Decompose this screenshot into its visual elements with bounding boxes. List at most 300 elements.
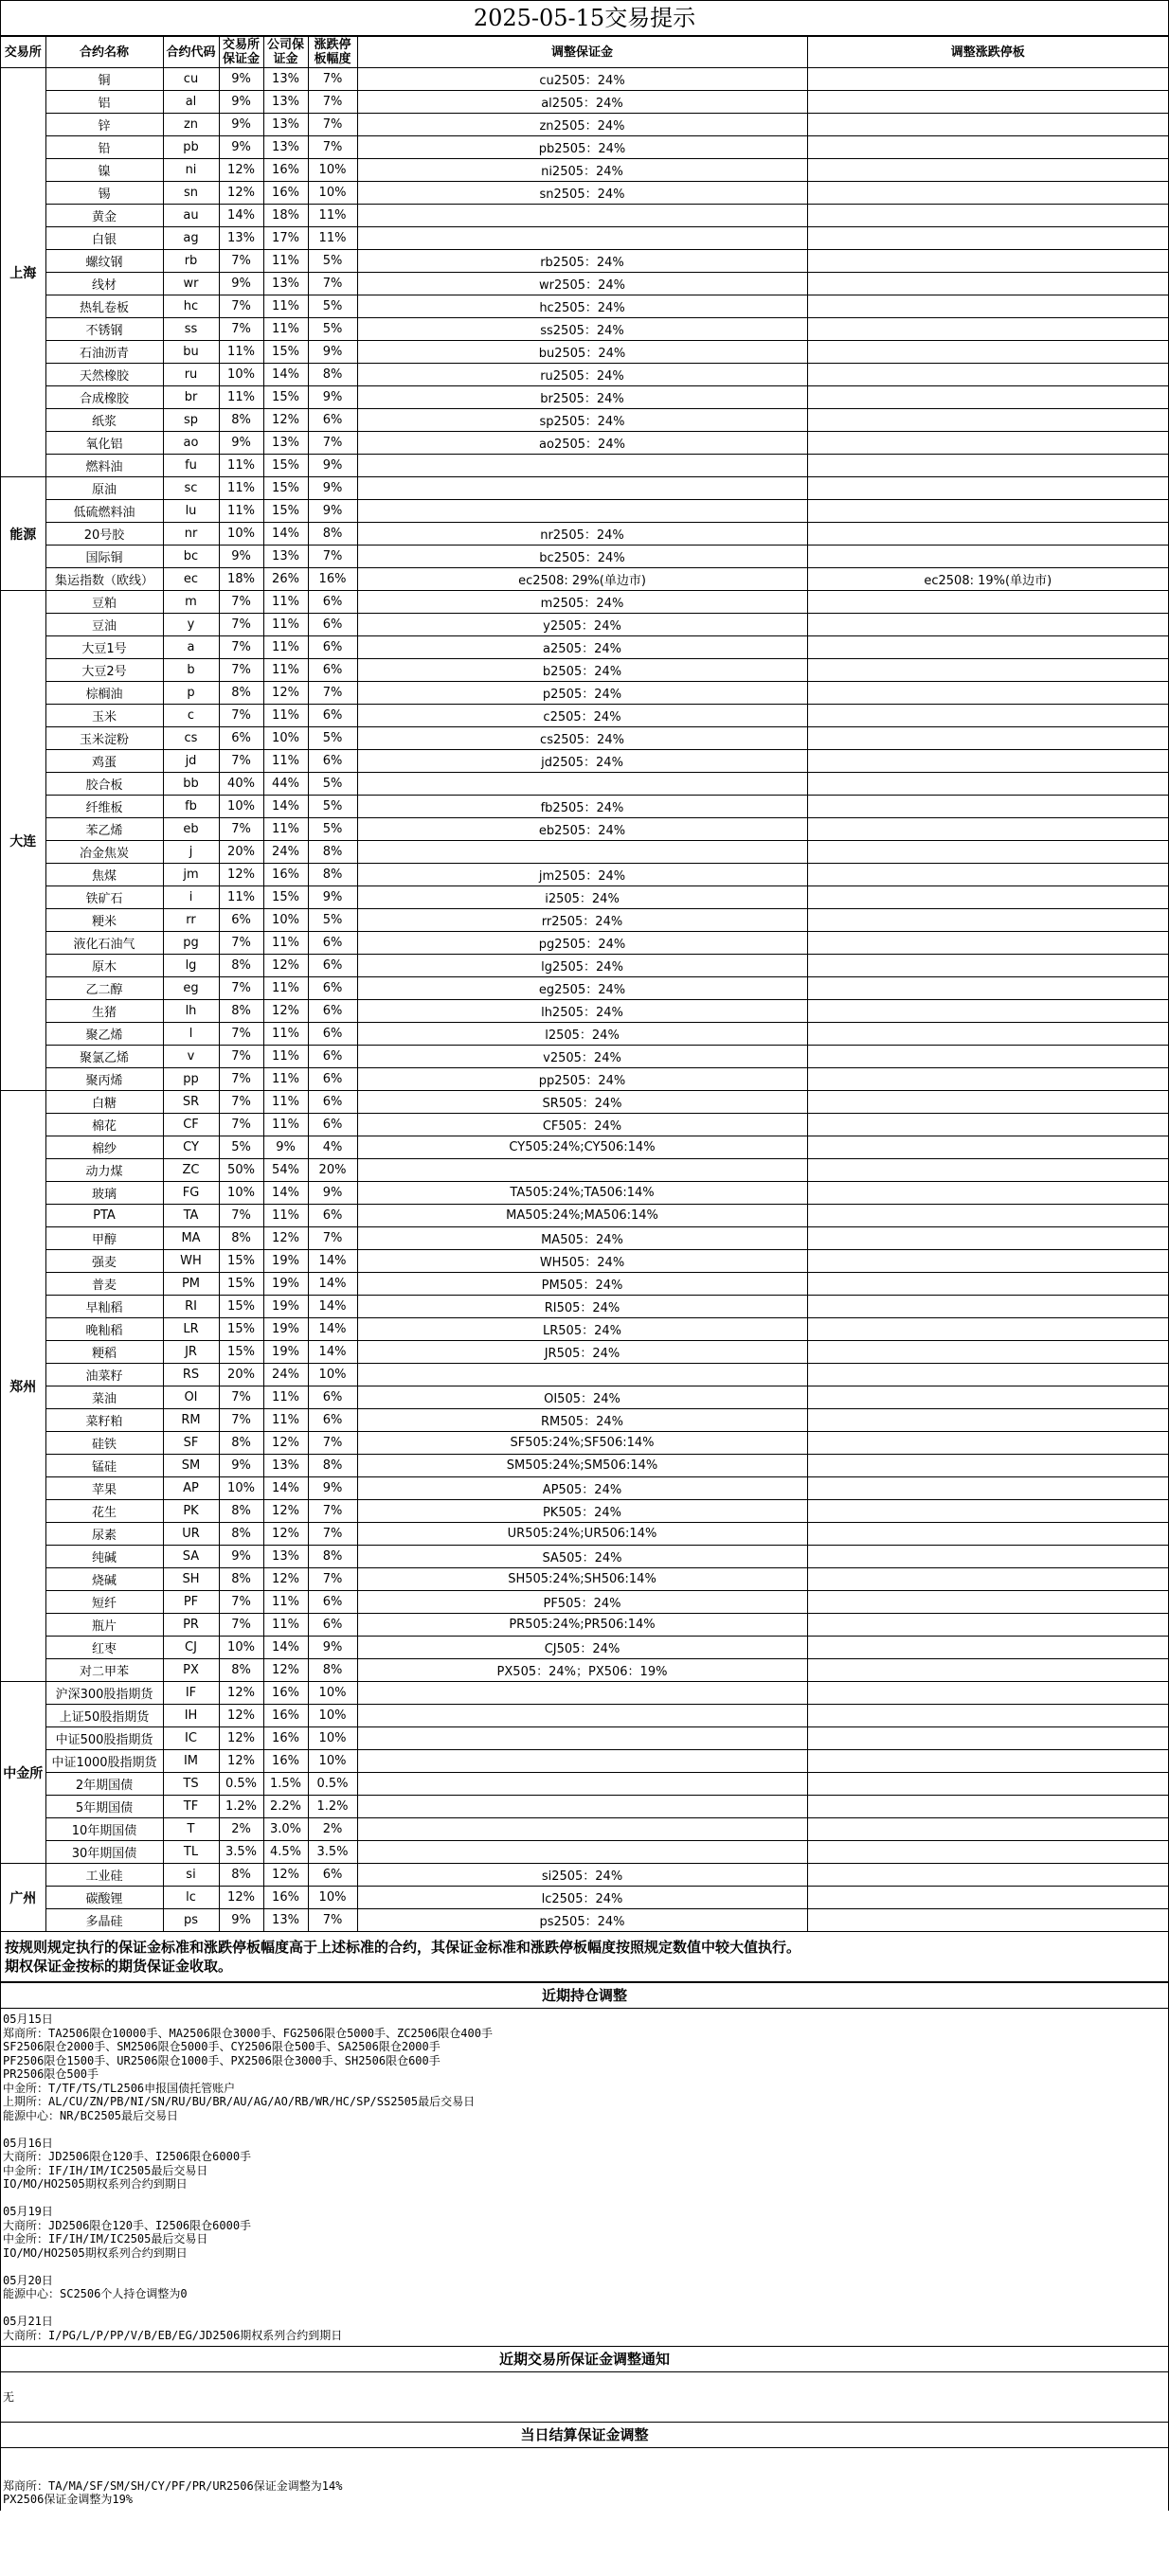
price-limit-cell: 8% <box>308 1455 357 1477</box>
exchange-margin-cell: 12% <box>219 1705 263 1727</box>
exchange-margin-cell: 12% <box>219 1682 263 1705</box>
price-limit-cell: 6% <box>308 636 357 659</box>
table-row <box>1 773 1168 796</box>
table-row <box>1 523 1168 546</box>
contract-code-cell: pp <box>163 1068 219 1091</box>
price-limit-cell: 9% <box>308 455 357 477</box>
adjusted-limit-cell <box>807 432 1168 455</box>
contract-name-cell: 聚丙烯 <box>45 1068 163 1091</box>
adjusted-limit-cell <box>807 1864 1168 1887</box>
contract-name-cell: PTA <box>45 1205 163 1227</box>
exchange-margin-cell: 18% <box>219 568 263 591</box>
price-limit-cell: 9% <box>308 386 357 409</box>
adjusted-limit-cell <box>807 1273 1168 1296</box>
adjusted-limit-cell <box>807 796 1168 818</box>
adjusted-margin-cell <box>357 205 807 227</box>
exchange-margin-cell: 10% <box>219 523 263 546</box>
adjusted-margin-cell: b2505：24% <box>357 659 807 682</box>
exchange-margin-cell: 8% <box>219 1568 263 1591</box>
contract-code-cell: CY <box>163 1136 219 1159</box>
contract-name-cell: 沪深300股指期货 <box>45 1682 163 1705</box>
price-limit-cell: 7% <box>308 1500 357 1523</box>
adjusted-limit-cell <box>807 1000 1168 1023</box>
exchange-margin-cell: 7% <box>219 1614 263 1637</box>
table-row <box>1 1682 1168 1705</box>
table-row <box>1 1887 1168 1909</box>
adjusted-margin-cell: PR505:24%;PR506:14% <box>357 1614 807 1637</box>
table-row <box>1 1523 1168 1546</box>
exchange-margin-cell: 13% <box>219 227 263 250</box>
adjusted-margin-cell: cs2505：24% <box>357 727 807 750</box>
price-limit-cell: 5% <box>308 773 357 796</box>
price-limit-cell: 9% <box>308 341 357 364</box>
contract-name-cell: 白银 <box>45 227 163 250</box>
price-limit-cell: 4% <box>308 1136 357 1159</box>
contract-name-cell: 大豆1号 <box>45 636 163 659</box>
section-line: 上期所：AL/CU/ZN/PB/NI/SN/RU/BU/BR/AU/AG/AO/RB/WR/HC/SP/SS2505最后交易日 <box>3 2095 476 2108</box>
exchange-margin-cell: 8% <box>219 1523 263 1546</box>
exchange-margin-cell: 7% <box>219 1205 263 1227</box>
company-margin-cell: 15% <box>263 477 308 500</box>
adjusted-margin-cell: UR505:24%;UR506:14% <box>357 1523 807 1546</box>
adjusted-limit-cell <box>807 955 1168 977</box>
contract-name-cell: 镍 <box>45 159 163 182</box>
company-margin-cell: 19% <box>263 1250 308 1273</box>
company-margin-cell: 11% <box>263 1614 308 1637</box>
price-limit-cell: 7% <box>308 1523 357 1546</box>
price-limit-cell: 6% <box>308 1068 357 1091</box>
contract-code-cell: jd <box>163 750 219 773</box>
adjusted-limit-cell <box>807 1432 1168 1455</box>
contract-name-cell: 大豆2号 <box>45 659 163 682</box>
section-line: PF2506限仓1500手、UR2506限仓1000手、PX2506限仓3000手、SH2506限仓600手 <box>3 2053 441 2067</box>
adjusted-limit-cell <box>807 1841 1168 1864</box>
section-line <box>3 2376 1166 2390</box>
adjusted-margin-cell: p2505：24% <box>357 682 807 705</box>
exchange-margin-cell: 15% <box>219 1318 263 1341</box>
price-limit-cell: 9% <box>308 1637 357 1659</box>
adjusted-margin-cell <box>357 1818 807 1841</box>
contract-code-cell: RI <box>163 1296 219 1318</box>
adjusted-margin-cell: OI505：24% <box>357 1386 807 1409</box>
company-margin-cell: 15% <box>263 386 308 409</box>
contract-name-cell: 铅 <box>45 136 163 159</box>
price-limit-cell: 0.5% <box>308 1773 357 1796</box>
exchange-margin-cell: 7% <box>219 1091 263 1114</box>
adjusted-limit-cell <box>807 1068 1168 1091</box>
table-row <box>1 1432 1168 1455</box>
table-row <box>1 750 1168 773</box>
table-row <box>1 455 1168 477</box>
contract-code-cell: bu <box>163 341 219 364</box>
table-row <box>1 796 1168 818</box>
exchange-margin-cell: 9% <box>219 1455 263 1477</box>
contract-code-cell: IF <box>163 1682 219 1705</box>
contract-name-cell: 纸浆 <box>45 409 163 432</box>
contract-code-cell: lg <box>163 955 219 977</box>
price-limit-cell: 10% <box>308 1750 357 1773</box>
contract-code-cell: ru <box>163 364 219 386</box>
contract-code-cell: al <box>163 91 219 114</box>
table-header-row <box>1 37 1168 68</box>
contract-name-cell: 苯乙烯 <box>45 818 163 841</box>
company-margin-cell: 10% <box>263 727 308 750</box>
exchange-margin-cell: 7% <box>219 750 263 773</box>
contract-code-cell: si <box>163 1864 219 1887</box>
adjusted-limit-cell <box>807 91 1168 114</box>
adjusted-limit-cell <box>807 864 1168 886</box>
contract-name-cell: 强麦 <box>45 1250 163 1273</box>
contract-code-cell: SR <box>163 1091 219 1114</box>
exchange-margin-cell: 7% <box>219 1409 263 1432</box>
contract-code-cell: FG <box>163 1182 219 1205</box>
contract-code-cell: WH <box>163 1250 219 1273</box>
adjusted-margin-cell: MA505:24%;MA506:14% <box>357 1205 807 1227</box>
price-limit-cell: 9% <box>308 477 357 500</box>
company-margin-cell: 16% <box>263 159 308 182</box>
contract-code-cell: i <box>163 886 219 909</box>
adjusted-limit-cell <box>807 477 1168 500</box>
contract-code-cell: zn <box>163 114 219 136</box>
table-row <box>1 477 1168 500</box>
contract-name-cell: 20号胶 <box>45 523 163 546</box>
section-line: 无 <box>3 2389 15 2404</box>
price-limit-cell: 6% <box>308 932 357 955</box>
contract-name-cell: 铁矿石 <box>45 886 163 909</box>
company-margin-cell: 16% <box>263 182 308 205</box>
company-margin-cell: 16% <box>263 1887 308 1909</box>
table-row <box>1 1318 1168 1341</box>
adjusted-margin-cell <box>357 477 807 500</box>
company-margin-cell: 24% <box>263 841 308 864</box>
table-row <box>1 1000 1168 1023</box>
contract-name-cell: 黄金 <box>45 205 163 227</box>
table-row <box>1 386 1168 409</box>
exchange-margin-cell: 7% <box>219 1046 263 1068</box>
contract-code-cell: sp <box>163 409 219 432</box>
section-line: 大商所：I/PG/L/P/PP/V/B/EB/EG/JD2506期权系列合约到期日 <box>3 2328 343 2342</box>
contract-name-cell: 燃料油 <box>45 455 163 477</box>
price-limit-cell: 14% <box>308 1318 357 1341</box>
section-body <box>1 2372 1168 2422</box>
contract-name-cell: 螺纹钢 <box>45 250 163 273</box>
adjusted-limit-cell <box>807 886 1168 909</box>
column-header: 交易所 <box>1 37 45 68</box>
adjusted-limit-cell <box>807 1091 1168 1114</box>
adjusted-limit-cell <box>807 773 1168 796</box>
price-limit-cell: 6% <box>308 614 357 636</box>
adjusted-margin-cell: JR505：24% <box>357 1341 807 1364</box>
contract-name-cell: 豆油 <box>45 614 163 636</box>
table-row <box>1 1637 1168 1659</box>
price-limit-cell: 6% <box>308 1023 357 1046</box>
contract-name-cell: 铜 <box>45 68 163 91</box>
section-line: 05月21日 <box>3 2315 53 2328</box>
exchange-margin-cell: 9% <box>219 432 263 455</box>
exchange-margin-cell: 12% <box>219 1887 263 1909</box>
contract-code-cell: a <box>163 636 219 659</box>
company-margin-cell: 11% <box>263 818 308 841</box>
exchange-margin-cell: 8% <box>219 409 263 432</box>
adjusted-limit-cell <box>807 977 1168 1000</box>
adjusted-limit-cell <box>807 1250 1168 1273</box>
company-margin-cell: 11% <box>263 1023 308 1046</box>
table-row <box>1 1659 1168 1682</box>
section-line: 大商所：JD2506限仓120手、I2506限仓6000手 <box>3 2218 252 2232</box>
adjusted-margin-cell: fb2505：24% <box>357 796 807 818</box>
contract-code-cell: MA <box>163 1227 219 1250</box>
contract-code-cell: PK <box>163 1500 219 1523</box>
company-margin-cell: 2.2% <box>263 1796 308 1818</box>
adjusted-margin-cell: a2505：24% <box>357 636 807 659</box>
contract-name-cell: 菜油 <box>45 1386 163 1409</box>
exchange-margin-cell: 7% <box>219 295 263 318</box>
adjusted-margin-cell: br2505：24% <box>357 386 807 409</box>
contract-code-cell: j <box>163 841 219 864</box>
contract-name-cell: 5年期国债 <box>45 1796 163 1818</box>
exchange-margin-cell: 11% <box>219 886 263 909</box>
contract-name-cell: 玉米 <box>45 705 163 727</box>
exchange-margin-cell: 7% <box>219 1114 263 1136</box>
company-margin-cell: 14% <box>263 1182 308 1205</box>
price-limit-cell: 10% <box>308 182 357 205</box>
adjusted-margin-cell: l2505：24% <box>357 1023 807 1046</box>
adjusted-limit-cell <box>807 1796 1168 1818</box>
table-row <box>1 1159 1168 1182</box>
contract-name-cell: 棉纱 <box>45 1136 163 1159</box>
company-margin-cell: 11% <box>263 705 308 727</box>
adjusted-margin-cell <box>357 1705 807 1727</box>
contract-name-cell: 10年期国债 <box>45 1818 163 1841</box>
price-limit-cell: 6% <box>308 1205 357 1227</box>
table-row <box>1 409 1168 432</box>
contract-code-cell: TF <box>163 1796 219 1818</box>
company-margin-cell: 19% <box>263 1273 308 1296</box>
adjusted-limit-cell <box>807 1136 1168 1159</box>
contract-code-cell: m <box>163 591 219 614</box>
exchange-margin-cell: 1.2% <box>219 1796 263 1818</box>
exchange-margin-cell: 8% <box>219 682 263 705</box>
company-margin-cell: 13% <box>263 432 308 455</box>
table-row <box>1 955 1168 977</box>
adjusted-limit-cell <box>807 227 1168 250</box>
note-line: 期权保证金按标的期货保证金收取。 <box>5 1958 233 1975</box>
contract-name-cell: 油菜籽 <box>45 1364 163 1386</box>
company-margin-cell: 15% <box>263 500 308 523</box>
company-margin-cell: 15% <box>263 886 308 909</box>
contract-name-cell: 尿素 <box>45 1523 163 1546</box>
table-row <box>1 1409 1168 1432</box>
price-limit-cell: 5% <box>308 295 357 318</box>
adjusted-margin-cell: sp2505：24% <box>357 409 807 432</box>
company-margin-cell: 16% <box>263 1705 308 1727</box>
section-line: 能源中心：SC2506个人持仓调整为0 <box>3 2287 188 2300</box>
contract-name-cell: 原油 <box>45 477 163 500</box>
contract-code-cell: bc <box>163 546 219 568</box>
adjusted-limit-cell <box>807 1818 1168 1841</box>
company-margin-cell: 11% <box>263 614 308 636</box>
price-limit-cell: 6% <box>308 1000 357 1023</box>
adjusted-margin-cell: jm2505：24% <box>357 864 807 886</box>
company-margin-cell: 11% <box>263 977 308 1000</box>
contract-code-cell: PX <box>163 1659 219 1682</box>
contract-code-cell: jm <box>163 864 219 886</box>
contract-name-cell: 聚乙烯 <box>45 1023 163 1046</box>
price-limit-cell: 1.2% <box>308 1796 357 1818</box>
contract-code-cell: AP <box>163 1477 219 1500</box>
table-row <box>1 159 1168 182</box>
price-limit-cell: 7% <box>308 68 357 91</box>
adjusted-margin-cell: pb2505：24% <box>357 136 807 159</box>
exchange-margin-cell: 9% <box>219 91 263 114</box>
contract-name-cell: 粳稻 <box>45 1341 163 1364</box>
price-limit-cell: 5% <box>308 250 357 273</box>
contract-code-cell: CF <box>163 1114 219 1136</box>
adjusted-limit-cell <box>807 1750 1168 1773</box>
company-margin-cell: 13% <box>263 114 308 136</box>
contract-name-cell: 多晶硅 <box>45 1909 163 1932</box>
adjusted-limit-cell <box>807 1887 1168 1909</box>
price-limit-cell: 7% <box>308 1227 357 1250</box>
exchange-margin-cell: 12% <box>219 864 263 886</box>
adjusted-limit-cell <box>807 1205 1168 1227</box>
contract-name-cell: 合成橡胶 <box>45 386 163 409</box>
adjusted-margin-cell: hc2505：24% <box>357 295 807 318</box>
table-row <box>1 682 1168 705</box>
section-line <box>3 2122 1166 2137</box>
contract-code-cell: fu <box>163 455 219 477</box>
company-margin-cell: 12% <box>263 409 308 432</box>
company-margin-cell: 16% <box>263 1682 308 1705</box>
adjusted-limit-cell <box>807 273 1168 295</box>
adjusted-margin-cell: nr2505：24% <box>357 523 807 546</box>
price-limit-cell: 6% <box>308 977 357 1000</box>
adjusted-limit-cell <box>807 727 1168 750</box>
contract-code-cell: RS <box>163 1364 219 1386</box>
price-limit-cell: 5% <box>308 727 357 750</box>
company-margin-cell: 13% <box>263 1909 308 1932</box>
adjusted-margin-cell: wr2505：24% <box>357 273 807 295</box>
adjusted-margin-cell <box>357 500 807 523</box>
table-row <box>1 205 1168 227</box>
price-limit-cell: 16% <box>308 568 357 591</box>
contract-name-cell: 玻璃 <box>45 1182 163 1205</box>
price-limit-cell: 9% <box>308 886 357 909</box>
exchange-cell: 能源 <box>1 477 45 591</box>
company-margin-cell: 11% <box>263 1114 308 1136</box>
price-limit-cell: 8% <box>308 364 357 386</box>
adjusted-margin-cell: MA505：24% <box>357 1227 807 1250</box>
table-row <box>1 1796 1168 1818</box>
contract-name-cell: 白糖 <box>45 1091 163 1114</box>
adjusted-limit-cell <box>807 1637 1168 1659</box>
contract-name-cell: 30年期国债 <box>45 1841 163 1864</box>
table-row <box>1 1114 1168 1136</box>
adjusted-limit-cell <box>807 1114 1168 1136</box>
adjusted-limit-cell <box>807 1477 1168 1500</box>
price-limit-cell: 7% <box>308 136 357 159</box>
contract-code-cell: lc <box>163 1887 219 1909</box>
contract-name-cell: 纯碱 <box>45 1546 163 1568</box>
price-limit-cell: 6% <box>308 750 357 773</box>
company-margin-cell: 12% <box>263 1864 308 1887</box>
price-limit-cell: 5% <box>308 796 357 818</box>
price-limit-cell: 7% <box>308 546 357 568</box>
price-limit-cell: 6% <box>308 1114 357 1136</box>
exchange-margin-cell: 11% <box>219 341 263 364</box>
contract-code-cell: hc <box>163 295 219 318</box>
company-margin-cell: 12% <box>263 682 308 705</box>
company-margin-cell: 11% <box>263 1068 308 1091</box>
exchange-margin-cell: 0.5% <box>219 1773 263 1796</box>
price-limit-cell: 2% <box>308 1818 357 1841</box>
exchange-margin-cell: 9% <box>219 136 263 159</box>
company-margin-cell: 54% <box>263 1159 308 1182</box>
adjusted-limit-cell <box>807 1455 1168 1477</box>
exchange-margin-cell: 7% <box>219 591 263 614</box>
exchange-margin-cell: 10% <box>219 1182 263 1205</box>
adjusted-limit-cell <box>807 1500 1168 1523</box>
column-header: 调整保证金 <box>357 37 807 68</box>
contract-name-cell: 碳酸锂 <box>45 1887 163 1909</box>
price-limit-cell: 7% <box>308 273 357 295</box>
price-limit-cell: 6% <box>308 659 357 682</box>
company-margin-cell: 12% <box>263 955 308 977</box>
section-line: 郑商所：TA2506限仓10000手、MA2506限仓3000手、FG2506限仓5000手、ZC2506限仓400手 <box>3 2026 493 2040</box>
contract-name-cell: 棕榈油 <box>45 682 163 705</box>
company-margin-cell: 18% <box>263 205 308 227</box>
exchange-margin-cell: 15% <box>219 1250 263 1273</box>
adjusted-limit-cell <box>807 1159 1168 1182</box>
page-title: 2025-05-15交易提示 <box>1 0 1168 36</box>
contract-code-cell: UR <box>163 1523 219 1546</box>
adjusted-margin-cell <box>357 1159 807 1182</box>
table-row <box>1 886 1168 909</box>
contract-name-cell: 玉米淀粉 <box>45 727 163 750</box>
company-margin-cell: 11% <box>263 659 308 682</box>
company-margin-cell: 11% <box>263 250 308 273</box>
contract-name-cell: 低硫燃料油 <box>45 500 163 523</box>
note-line: 按规则规定执行的保证金标准和涨跌停板幅度高于上述标准的合约，其保证金标准和涨跌停板幅度按照规定数值中较大值执行。 <box>5 1939 801 1956</box>
adjusted-limit-cell <box>807 818 1168 841</box>
company-margin-cell: 3.0% <box>263 1818 308 1841</box>
table-row <box>1 864 1168 886</box>
price-limit-cell: 7% <box>308 432 357 455</box>
contract-code-cell: SF <box>163 1432 219 1455</box>
contract-name-cell: 乙二醇 <box>45 977 163 1000</box>
adjusted-limit-cell <box>807 1546 1168 1568</box>
adjusted-margin-cell: ss2505：24% <box>357 318 807 341</box>
table-row <box>1 1273 1168 1296</box>
adjusted-limit-cell <box>807 250 1168 273</box>
adjusted-margin-cell: si2505：24% <box>357 1864 807 1887</box>
adjusted-limit-cell <box>807 1727 1168 1750</box>
contract-code-cell: TA <box>163 1205 219 1227</box>
contract-code-cell: SA <box>163 1546 219 1568</box>
table-row <box>1 341 1168 364</box>
contract-name-cell: 集运指数（欧线） <box>45 568 163 591</box>
company-margin-cell: 24% <box>263 1364 308 1386</box>
adjusted-limit-cell <box>807 1182 1168 1205</box>
exchange-margin-cell: 7% <box>219 932 263 955</box>
company-margin-cell: 19% <box>263 1296 308 1318</box>
adjusted-limit-cell <box>807 659 1168 682</box>
contract-name-cell: 不锈钢 <box>45 318 163 341</box>
price-limit-cell: 6% <box>308 1614 357 1637</box>
adjusted-margin-cell: cu2505：24% <box>357 68 807 91</box>
table-row <box>1 1023 1168 1046</box>
exchange-margin-cell: 15% <box>219 1273 263 1296</box>
